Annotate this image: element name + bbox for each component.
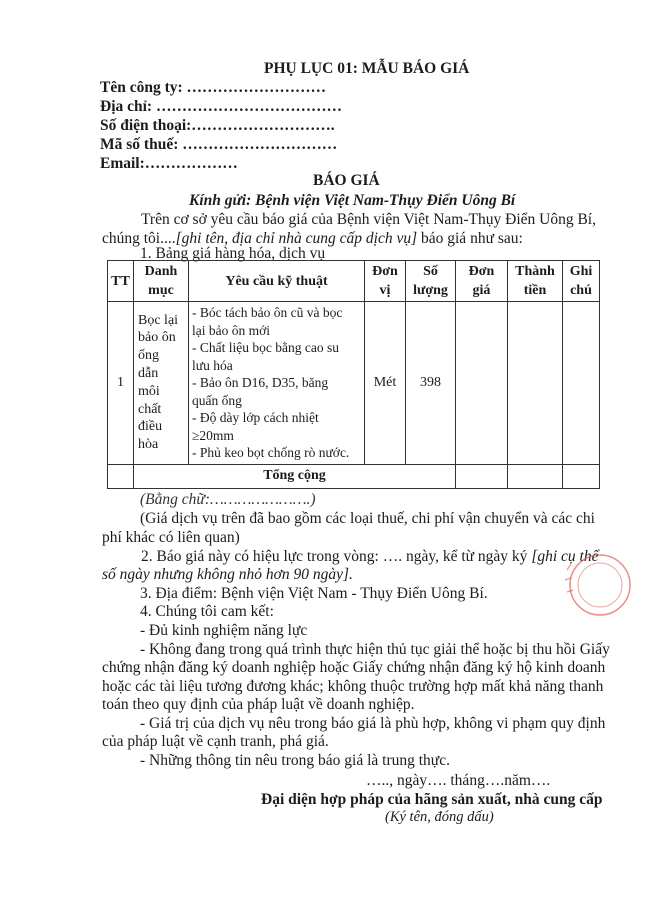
appendix-title: PHỤ LỤC 01: MẪU BÁO GIÁ (264, 60, 470, 77)
row-note (563, 302, 600, 465)
validity-line-2: số ngày nhưng không nhỏ hơn 90 ngày]. (102, 566, 353, 583)
amount-in-words: (Bằng chữ:………………….) (140, 491, 316, 508)
commitment-2-line-4: toán theo quy định của pháp luật về doanh nghiệp. (102, 696, 415, 713)
commitment-3-line-2: của pháp luật về cạnh tranh, phá giá. (102, 733, 329, 750)
recipient-line: Kính gửi: Bệnh viện Việt Nam-Thụy Điển Uông Bí (189, 192, 516, 209)
tax-note-line-2: phí khác có liên quan) (102, 529, 240, 546)
total-row (108, 464, 600, 488)
phone-field: Số điện thoại:………………………. (100, 117, 335, 134)
commitment-1: - Đủ kinh nghiệm năng lực (140, 622, 308, 639)
header-requirements: Yêu cầu kỹ thuật (189, 261, 365, 302)
signature-title: Đại diện hợp pháp của hãng sản xuất, nhà cung cấp (261, 791, 603, 808)
location-line: 3. Địa điểm: Bệnh viện Việt Nam - Thụy Điển Uông Bí. (140, 585, 488, 602)
header-quantity: Số lượng (406, 261, 456, 302)
intro-line-2: chúng tôi....[ghi tên, địa chỉ nhà cung cấp dịch vụ] báo giá như sau: (102, 230, 523, 247)
row-category: Bọc lại bảo ôn ống dẫn môi chất điều hòa (134, 302, 189, 465)
header-unit: Đơn vị (365, 261, 406, 302)
email-field: Email:……………… (100, 155, 238, 172)
document-title: BÁO GIÁ (313, 172, 380, 189)
price-table (107, 260, 600, 489)
header-category: Danh mục (134, 261, 189, 302)
address-field: Địa chỉ: ……………………………… (100, 98, 342, 115)
table-row (108, 302, 600, 465)
signature-note: (Ký tên, đóng dấu) (385, 809, 494, 825)
intro-line-1: Trên cơ sở yêu cầu báo giá của Bệnh viện Việt Nam-Thụy Điển Uông Bí, (141, 211, 596, 228)
tax-code-field: Mã số thuế: ………………………… (100, 136, 338, 153)
commitment-3-line-1: - Giá trị của dịch vụ nêu trong báo giá là phù hợp, không vi phạm quy định (140, 715, 606, 732)
stamp-icon (545, 540, 635, 630)
row-tt: 1 (108, 302, 134, 465)
date-line: ….., ngày…. tháng….năm…. (366, 772, 551, 789)
header-amount: Thành tiền (508, 261, 563, 302)
commitment-2-line-2: chứng nhận đăng ký doanh nghiệp hoặc Giấy chứng nhận đăng ký hộ kinh doanh (102, 659, 606, 676)
tax-note-line-1: (Giá dịch vụ trên đã bao gồm các loại thuế, chi phí vận chuyển và các chi (140, 510, 595, 527)
company-name-field: Tên công ty: ……………………… (100, 79, 327, 96)
commitment-4: - Những thông tin nêu trong báo giá là trung thực. (140, 752, 450, 769)
header-tt: TT (108, 261, 134, 302)
row-quantity: 398 (406, 302, 456, 465)
row-amount (508, 302, 563, 465)
commitment-2-line-3: hoặc các tài liệu tương đương khác; không thuộc trường hợp mất khả năng thanh (102, 678, 604, 695)
header-unit-price: Đơn giá (456, 261, 508, 302)
validity-line-1: 2. Báo giá này có hiệu lực trong vòng: …. ngày, kể từ ngày ký [ghi cụ thể (141, 548, 599, 565)
row-requirements: - Bóc tách bảo ôn cũ và bọc lại bảo ôn mới - Chất liệu bọc bằng cao su lưu hóa - Bảo ôn D16, D35, băng quấn ống - Độ dày lớp cách nhiệt ≥20mm - Phủ keo bọt chống rò nước. (189, 302, 365, 465)
commitment-title: 4. Chúng tôi cam kết: (140, 603, 274, 620)
commitment-2-line-1: - Không đang trong quá trình thực hiện thủ tục giải thể hoặc bị thu hồi Giấy (140, 641, 610, 658)
table-header-row (108, 261, 600, 302)
section-1-title: 1. Bảng giá hàng hóa, dịch vụ (140, 245, 326, 262)
header-note: Ghi chú (563, 261, 600, 302)
total-label: Tổng cộng (134, 464, 456, 488)
row-unit-price (456, 302, 508, 465)
row-unit: Mét (365, 302, 406, 465)
